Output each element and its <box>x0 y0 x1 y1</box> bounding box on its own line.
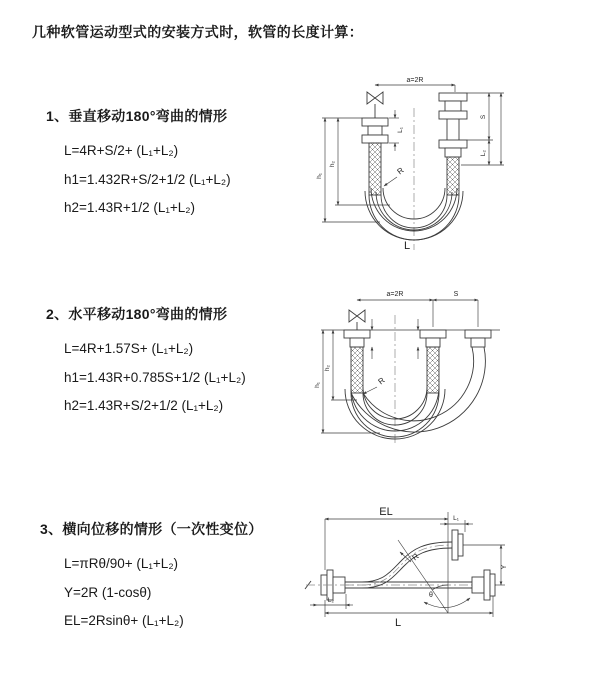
section-2-formulas <box>46 335 246 421</box>
dim-label-h2: h₂ <box>329 160 336 168</box>
right-pipe-fitting <box>465 330 491 347</box>
diagram-horizontal-180-bend <box>305 283 590 458</box>
dimension-h1 <box>314 330 380 433</box>
formula-y: Y=2R (1-cosθ) <box>64 584 152 600</box>
page-title: 几种软管运动型式的安装方式时，软管的长度计算： <box>32 24 364 40</box>
radius-label: R <box>395 165 406 177</box>
dim-label-y: Y <box>501 564 508 570</box>
formula-length: L=πRθ/90+ (L₁+L₂) <box>64 556 179 571</box>
dimension-l <box>325 596 493 629</box>
section-2 <box>46 304 246 421</box>
dim-label-h1: h₁ <box>316 173 323 179</box>
radius-callout <box>384 166 406 186</box>
dimension-l2 <box>461 93 504 165</box>
angle-theta <box>398 512 470 613</box>
left-pipe-fitting <box>362 118 388 195</box>
formula-h1: h1=1.43R+0.785S+1/2 (L₁+L₂) <box>64 369 246 385</box>
section-1 <box>46 106 231 223</box>
hose-u-bend <box>345 347 485 439</box>
right-flange <box>472 570 495 600</box>
middle-pipe-fitting <box>420 330 446 393</box>
dim-label-el: EL <box>379 506 393 518</box>
formula-h2: h2=1.43R+1/2 (L₁+L₂) <box>64 200 196 215</box>
radius-label: R <box>376 375 387 387</box>
section-3-heading: 3、横向位移的情形（一次性变位） <box>40 521 263 537</box>
dimension-s <box>467 93 504 140</box>
diagram-lateral-displacement <box>298 498 598 648</box>
dimension-l1 <box>440 515 473 532</box>
length-label: L <box>394 617 402 629</box>
section-1-heading: 1、垂直移动180°弯曲的情形 <box>46 108 228 124</box>
diagram-vertical-180-bend <box>305 72 590 267</box>
section-2-heading: 2、水平移动180°弯曲的情形 <box>46 306 228 322</box>
valve-icon <box>349 310 365 330</box>
formula-length: L=4R+1.57S+ (L₁+L₂) <box>64 341 194 356</box>
dim-label-a2r: a=2R <box>406 77 424 84</box>
dimension-l1 <box>389 110 404 151</box>
dimension-el <box>325 506 448 570</box>
radius-label: R <box>410 551 421 563</box>
angle-label: θ <box>429 592 433 599</box>
valve-icon <box>367 92 383 118</box>
formula-h2: h2=1.43R+S/2+1/2 (L₁+L₂) <box>64 398 224 413</box>
section-3 <box>40 519 263 636</box>
dimension-l2 <box>310 594 353 609</box>
dim-label-l1: L₁ <box>397 127 404 133</box>
length-label: L <box>403 240 411 252</box>
dim-label-l1: L₁ <box>453 515 459 522</box>
formula-length: L=4R+S/2+ (L₁+L₂) <box>64 143 179 158</box>
section-3-formulas <box>40 550 263 636</box>
dim-label-h2: h₂ <box>324 364 331 372</box>
left-pipe-fitting <box>344 330 370 393</box>
formula-h1: h1=1.432R+S/2+1/2 (L₁+L₂) <box>64 171 231 187</box>
dim-label-h1: h₁ <box>314 382 321 388</box>
displaced-flange <box>452 530 463 560</box>
section-1-formulas <box>46 137 231 223</box>
dimension-a2r <box>375 77 455 92</box>
dim-label-l2: L₂ <box>480 149 487 157</box>
right-pipe-fitting <box>439 93 467 195</box>
dimension-s <box>433 291 478 327</box>
formula-el: EL=2Rsinθ+ (L₁+L₂) <box>64 613 184 628</box>
radius-callout <box>363 376 387 394</box>
dim-label-l2: L₂ <box>327 597 335 604</box>
hose-s-curve <box>345 542 452 588</box>
dim-label-s: S <box>453 291 459 298</box>
dim-label-s: S <box>480 114 487 120</box>
dim-label-a2r: a=2R <box>386 291 404 298</box>
